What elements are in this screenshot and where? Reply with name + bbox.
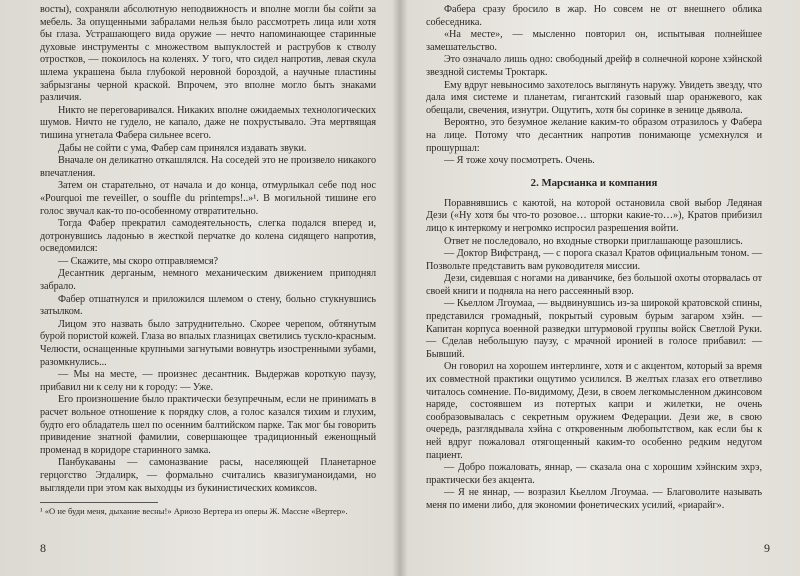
paragraph: Ему вдруг невыносимо захотелось выглянуть наружу. Увидеть звезду, что дала имя системе и планетам, гигантский газовый шар оранжевого, как обещали, свечения, изнутри. Ощутить, хотя бы соринке в зенице дьявола. [426,79,762,116]
paragraph: «На месте», — мысленно повторил он, испытывая полнейшее замешательство. [426,29,762,53]
paragraph: Затем он старательно, от начала и до конца, отмурлыкал себе под нос «Pourquoi me reveiller, o souffle du printemps!..»¹. В могильной тишине его голос звучал как-то по-особенному отвратительно. [40,180,376,217]
paragraph: Ответ не последовало, но входные створки приглашающе разошлись. [444,235,743,247]
footnote: ¹ «О не буди меня, дыхание весны!» Ариозо Вертера из оперы Ж. Массне «Вертер». [40,506,348,517]
footnote-divider [40,502,158,503]
paragraph: — Доктор Вифстранд, — с порога сказал Кратов официальным тоном. — Позвольте представить вам руководителя миссии. [426,248,762,272]
paragraph: Десантник дерганым, немного механическим движением приподнял забрало. [40,268,376,293]
paragraph: Фабер отшатнулся и приложился шлемом о стену, больно стукнувшись затылком. [40,293,376,318]
paragraph: — Кьеллом Лгоумаа, — выдвинувшись из-за широкой кратовской спины, представился громадный, покрытый суровым бурым загаром хэйн. — Капитан корпуса военной разведки штурмовой группы войск Светлой Руки. — Сделав небольшую паузу, с мрачной иронией в голосе прибавил: — Бывший. [426,298,762,360]
paragraph: Его произношение было практически безупречным, если не принимать в расчет вольное отношение к порядку слов, а голос казался тихим и глухим, будто его обладатель шел по осенним балтийском парке. Так мог бы говорить привидение знатной фамилии, совершающее традиционный еженощный променад в коридоре старинного замка. [40,394,376,456]
paragraph: Дези, сидевшая с ногами на диванчике, без большой охоты оторвалась от своей книги и подняла на него рассеянный взор. [426,273,762,297]
paragraph: Вероятно, это безумное желание каким-то образом отразилось у Фабера на лице. Потому что десантник напротив понимающе усмехнулся и прошуршал: [426,117,762,154]
paragraph: Никто не переговаривался. Никаких вполне ожидаемых технологических шумов. Ничто не гудело, не капало, даже не похрустывало. Эта мертвящая тишина угнетала Фабера сильнее всего. [40,104,376,141]
paragraph: Вначале он деликатно откашлялся. На соседей это не произвело никакого впечатления. [40,155,376,179]
left-page-text [40,4,376,495]
right-page [400,0,800,576]
paragraph: — Добро пожаловать, яннар, — сказала она с хорошим хэйнским эхрэ, практически без акцента. [426,462,762,486]
paragraph: Он говорил на хорошем интерлинге, хотя и с акцентом, который за время их совместной практики ощутимо усилился. В желтых глазах его ответливо читалось сомнение. По-видимому, Дези, в своем легкомысленном джинсовом наряде, состоявшем из потертых капри и жилетки, не очень сообразовывалась с секретным оружием Федерации. Дези же, в свою очередь, разглядывала хэйна с откровенным любопытством, как если бы к ней вдруг пожаловал отягощенный каким-то особенно редким недугом пациент. [426,361,762,461]
page-number-left: 8 [40,541,46,555]
chapter-heading: 2. Марсианка и компания [530,176,658,189]
paragraph: Это означало лишь одно: свободный дрейф в солнечной короне хэйнской звездной системы Троктарк. [426,54,762,78]
paragraph: Поравнявшись с каютой, на которой остановила свой выбор Ледяная Дези («Ну хотя бы что-то розовое… шторки какие-то…»), Кратов прибизил лицо к интеркому и негромко испросил разрешения войти. [426,197,762,234]
paragraph: Панбукаваны — самоназвание расы, населяющей Планетарное герцогство Эгдалирк, — формально считались квазигуманоидами, но выглядели при этом как выходцы из букинистических комиксов. [40,457,376,494]
paragraph: — Я не яннар, — возразил Кьеллом Лгоумаа. — Благоволите называть меня по имени либо, для экономии фонетических усилий, «риарайг». [426,487,762,511]
paragraph: — Скажите, мы скоро отправляемся? [58,255,218,267]
paragraph: восты), сохраняли абсолютную неподвижность и вполне могли бы сойти за мебель. За опущенными забралами нельзя было рассмотреть лица или хотя бы глаза. Устрашающего вида оружие — нечто напоминающее старинные духовые инструменты с множеством выпуклостей и раструбов к стволу отростков, — покоилось на коленях. У того, что сидел напротив, левая скула шлема украшена была глубокой неровной бороздой, а научные пластины забрызганы черной краской. Впрочем, это вполне могло быть знаками различия. [40,4,376,104]
paragraph: Тогда Фабер прекратил самодеятельность, слегка подался вперед и, дотронувшись ладонью в жесткой перчатке до колена сидящего напротив, осведомился: [40,218,376,255]
paragraph: Дабы не сойти с ума, Фабер сам принялся издавать звуки. [58,142,307,154]
right-page-text-top [426,4,762,168]
paragraph: — Мы на месте, — произнес десантник. Выдержав короткую паузу, прибавил ни к селу ни к городу: — Уже. [40,369,376,393]
page-number-right: 9 [764,541,770,555]
right-page-text-bottom [426,198,762,513]
paragraph: Лицом это назвать было затруднительно. Скорее черепом, обтянутым бурой пористой кожей. Глаза во впалых глазницах светились тускло-красным. Челюсти, оснащенные крупными загнутыми вовнутрь изостренными зубами, разомкнулись... [40,318,376,368]
paragraph: — Я тоже хочу посмотреть. Очень. [444,155,595,167]
paragraph: Фабера сразу бросило в жар. Но совсем не от внешнего облика собеседника. [426,4,762,28]
